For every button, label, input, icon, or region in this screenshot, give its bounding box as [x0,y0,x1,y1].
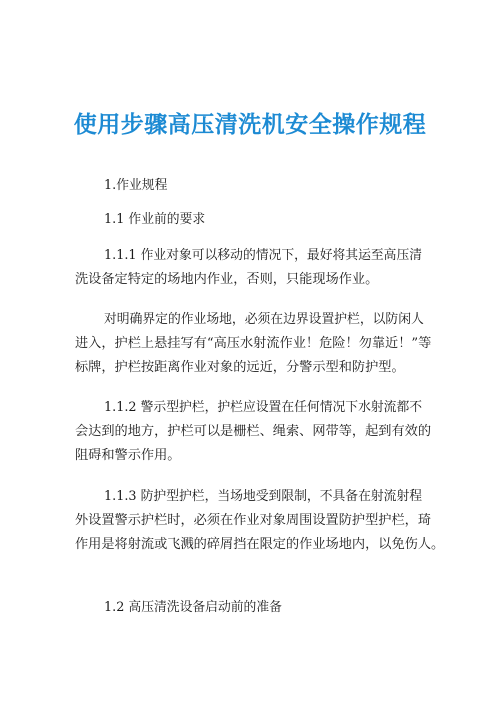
paragraph-1-1-3-line: 1.1.3 防护型护栏，当场地受到限制，不具备在射流射程 [104,489,423,504]
paragraph-boundary-line: 对明确界定的作业场地，必须在边界设置护栏，以防闲人 [104,312,424,327]
paragraph-1-1-1-line: 洗设备定特定的场地内作业，否则，只能现场作业。 [75,272,379,287]
document-title: 使用步骤高压清洗机安全操作规程 [73,112,427,138]
paragraph-1-1-2-line: 阻碍和警示作用。 [75,448,181,463]
paragraph-1-1-1-line: 1.1.1 作业对象可以移动的情况下，最好将其运至高压清 [104,248,423,263]
paragraph-1-1-2-line: 1.1.2 警示型护栏，护栏应设置在任何情况下水射流都不 [104,400,423,415]
paragraph-1-1-2-line: 会达到的地方，护栏可以是栅栏、绳索、网带等，起到有效的 [75,424,432,439]
heading-work-rules: 1.作业规程 [104,178,168,193]
paragraph-boundary-line: 标牌，护栏按距离作业对象的远近，分警示型和防护型。 [75,360,405,375]
paragraph-1-1-3-line: 外设置警示护栏时，必须在作业对象周围设置防护型护栏，琦 [75,513,432,528]
heading-equipment-start-preparation: 1.2 高压清洗设备启动前的准备 [104,600,282,615]
paragraph-1-1-3-line: 作用是将射流或飞溅的碎屑挡在限定的作业场地内，以免伤人。 [75,537,445,552]
heading-pre-work-requirements: 1.1 作业前的要求 [104,212,206,227]
paragraph-boundary-line: 进入，护栏上悬挂写有“高压水射流作业！危险！勿靠近！”等 [75,336,432,351]
